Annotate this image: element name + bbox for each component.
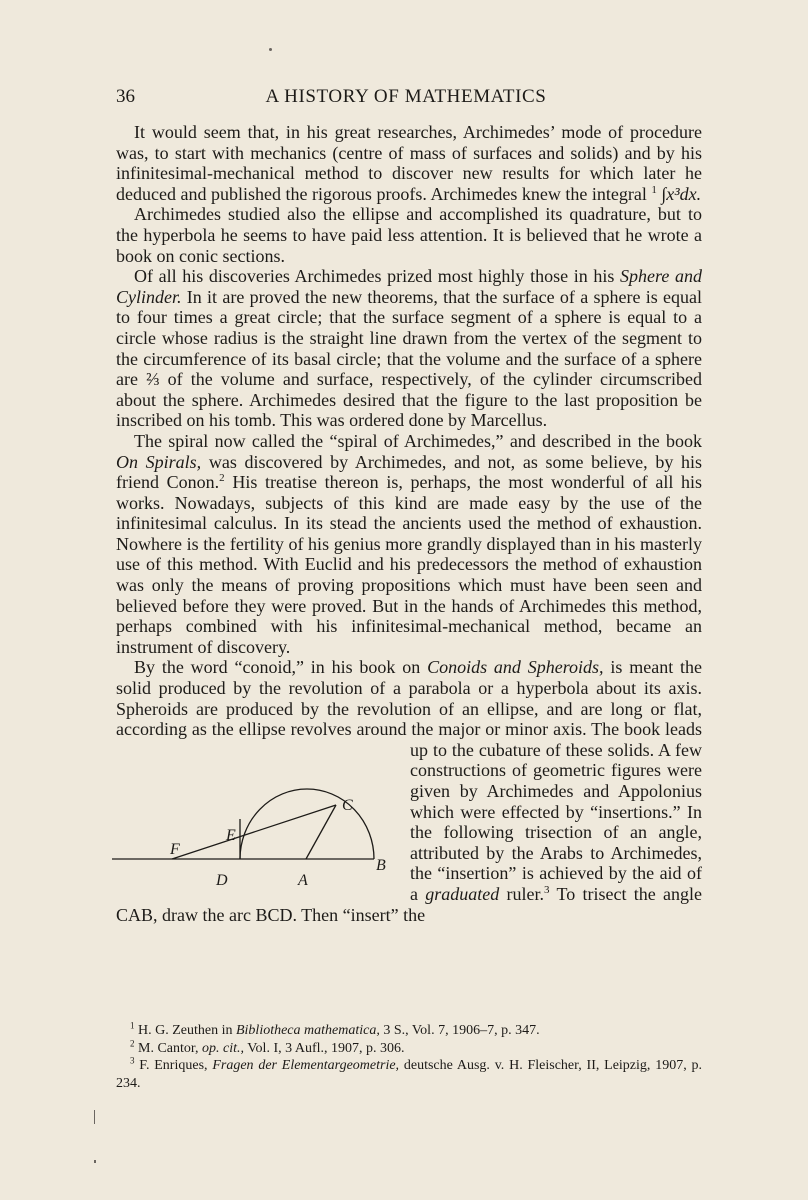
label-E: E xyxy=(226,826,236,844)
footnote-2: $^2$ M. Cantor, op. cit., Vol. I, 3 Aufl., 1907, p. 306. xyxy=(130,1037,405,1056)
label-D: D xyxy=(216,871,228,888)
book-title-sphere-cylinder: Sphere and Cylinder. xyxy=(116,266,702,307)
label-B: B xyxy=(376,856,386,874)
integral-expression: ∫x³dx. xyxy=(661,183,702,204)
paragraph-mechanics: It would seem that, in his great researches, Archimedes’ mode of procedure was, to start with mechanics (centre of mass of surfaces and solids) and by his infinitesimal-mechanical method to discover new results for which later he deduced and published the rigorous proofs. Archimedes knew the integral $^1$ ∫x³dx. xyxy=(116,122,702,204)
stray-mark-top xyxy=(269,48,272,51)
paragraph-sphere-cylinder: Of all his discoveries Archimedes prized most highly those in his Sphere and Cylinder. In it are proved the new theorems, that the surface of a sphere is equal to four times a great circle; that the surface segment of a sphere is equal to a circle whose radius is the straight line drawn from the vertex of the segment to the circumference of its basal circle; that the volume and the surface of a sphere are ⅔ of the volume and surface, respectively, of the cylinder circumscribed about the sphere. Archimedes desired that the figure to the last proposition be inscribed on his tomb. This was ordered done by Marcellus. xyxy=(116,266,702,431)
book-title-conoids-spheroids: Conoids and Spheroids, xyxy=(427,657,604,678)
footnote-ref-3: 3 xyxy=(544,883,550,896)
book-title-on-spirals: On Spirals, xyxy=(116,451,202,472)
stray-mark-margin-2 xyxy=(94,1160,96,1163)
page-number: 36 xyxy=(116,86,135,107)
semicircle-arc xyxy=(240,789,374,859)
paragraph-ellipse: Archimedes studied also the ellipse and accomplished its quadrature, but to the hyperbola he seems to have paid less attention. It is believed that he wrote a book on conic sections. xyxy=(116,204,702,266)
footnote-1: $^1$ H. G. Zeuthen in Bibliotheca mathematica, 3 S., Vol. 7, 1906–7, p. 347. xyxy=(130,1020,540,1038)
footnote-ref-1: 1 xyxy=(651,183,657,196)
page-header xyxy=(116,86,696,112)
footnote-ref-2: 2 xyxy=(219,472,225,485)
paragraph-conoids: By the word “conoid,” in his book on Conoids and Spheroids, is meant the solid produced by the revolution of a parabola or a hyperbola about its axis. Spheroids are produced by the revolution of an ellipse, and are long or flat, according as the ellipse revolves around the major or minor axis. The book leads up to the cubature of these C E F B D A solids. A few constructions of geometric figures were given by Archimedes and Appolonius which were effected by “insertions.” In the following trisection of an angle, attributed by the Arabs to Archimedes, the “insertion” is achieved by the aid of a graduated ruler.$^3$ To trisect the angle CAB, draw the arc BCD. Then “insert” the xyxy=(116,657,702,925)
running-title: A HISTORY OF MATHEMATICS xyxy=(265,86,547,107)
footnotes xyxy=(116,1022,702,1092)
footnote-3: $^3$ F. Enriques, Fragen der Elementargeometrie, deutsche Ausg. v. H. Fleischer, II, Leipzig, 1907, p. 234. xyxy=(116,1055,703,1091)
body-text xyxy=(116,122,702,925)
trisection-diagram xyxy=(112,742,404,888)
label-C: C xyxy=(342,796,353,814)
emphasis-graduated: graduated xyxy=(425,883,500,904)
label-F: F xyxy=(170,840,180,858)
stray-mark-margin-1 xyxy=(94,1110,95,1124)
fraction-two-thirds: ⅔ xyxy=(146,369,160,390)
line-FC xyxy=(172,805,336,859)
paragraph-spirals: The spiral now called the “spiral of Archimedes,” and described in the book On Spirals, was discovered by Archimedes, and not, as some believe, by his friend Conon.$^2$ His treatise thereon is, perhaps, the most wonderful of all his works. Nowadays, subjects of this kind are made easy by the use of the infinitesimal calculus. In its stead the ancients used the method of exhaustion. Nowhere is the fertility of his genius more grandly displayed than in his masterly use of this method. With Euclid and his predecessors the method of exhaustion was only the means of proving propositions which must have been seen and believed before they were proved. But in the hands of Archimedes this method, perhaps combined with his infinitesimal-mechanical method, became an instrument of discovery. xyxy=(116,430,703,657)
label-A: A xyxy=(298,871,308,888)
text-after-figure: solids. A few constructions of geometric figures were given by Archimedes and Appolonius which were effected by “insertions.” In the following trisection of an angle, attributed by the Arabs to Archimedes, the “insertion” is achieved by the aid of a xyxy=(410,739,702,904)
trisection-figure xyxy=(112,742,404,888)
